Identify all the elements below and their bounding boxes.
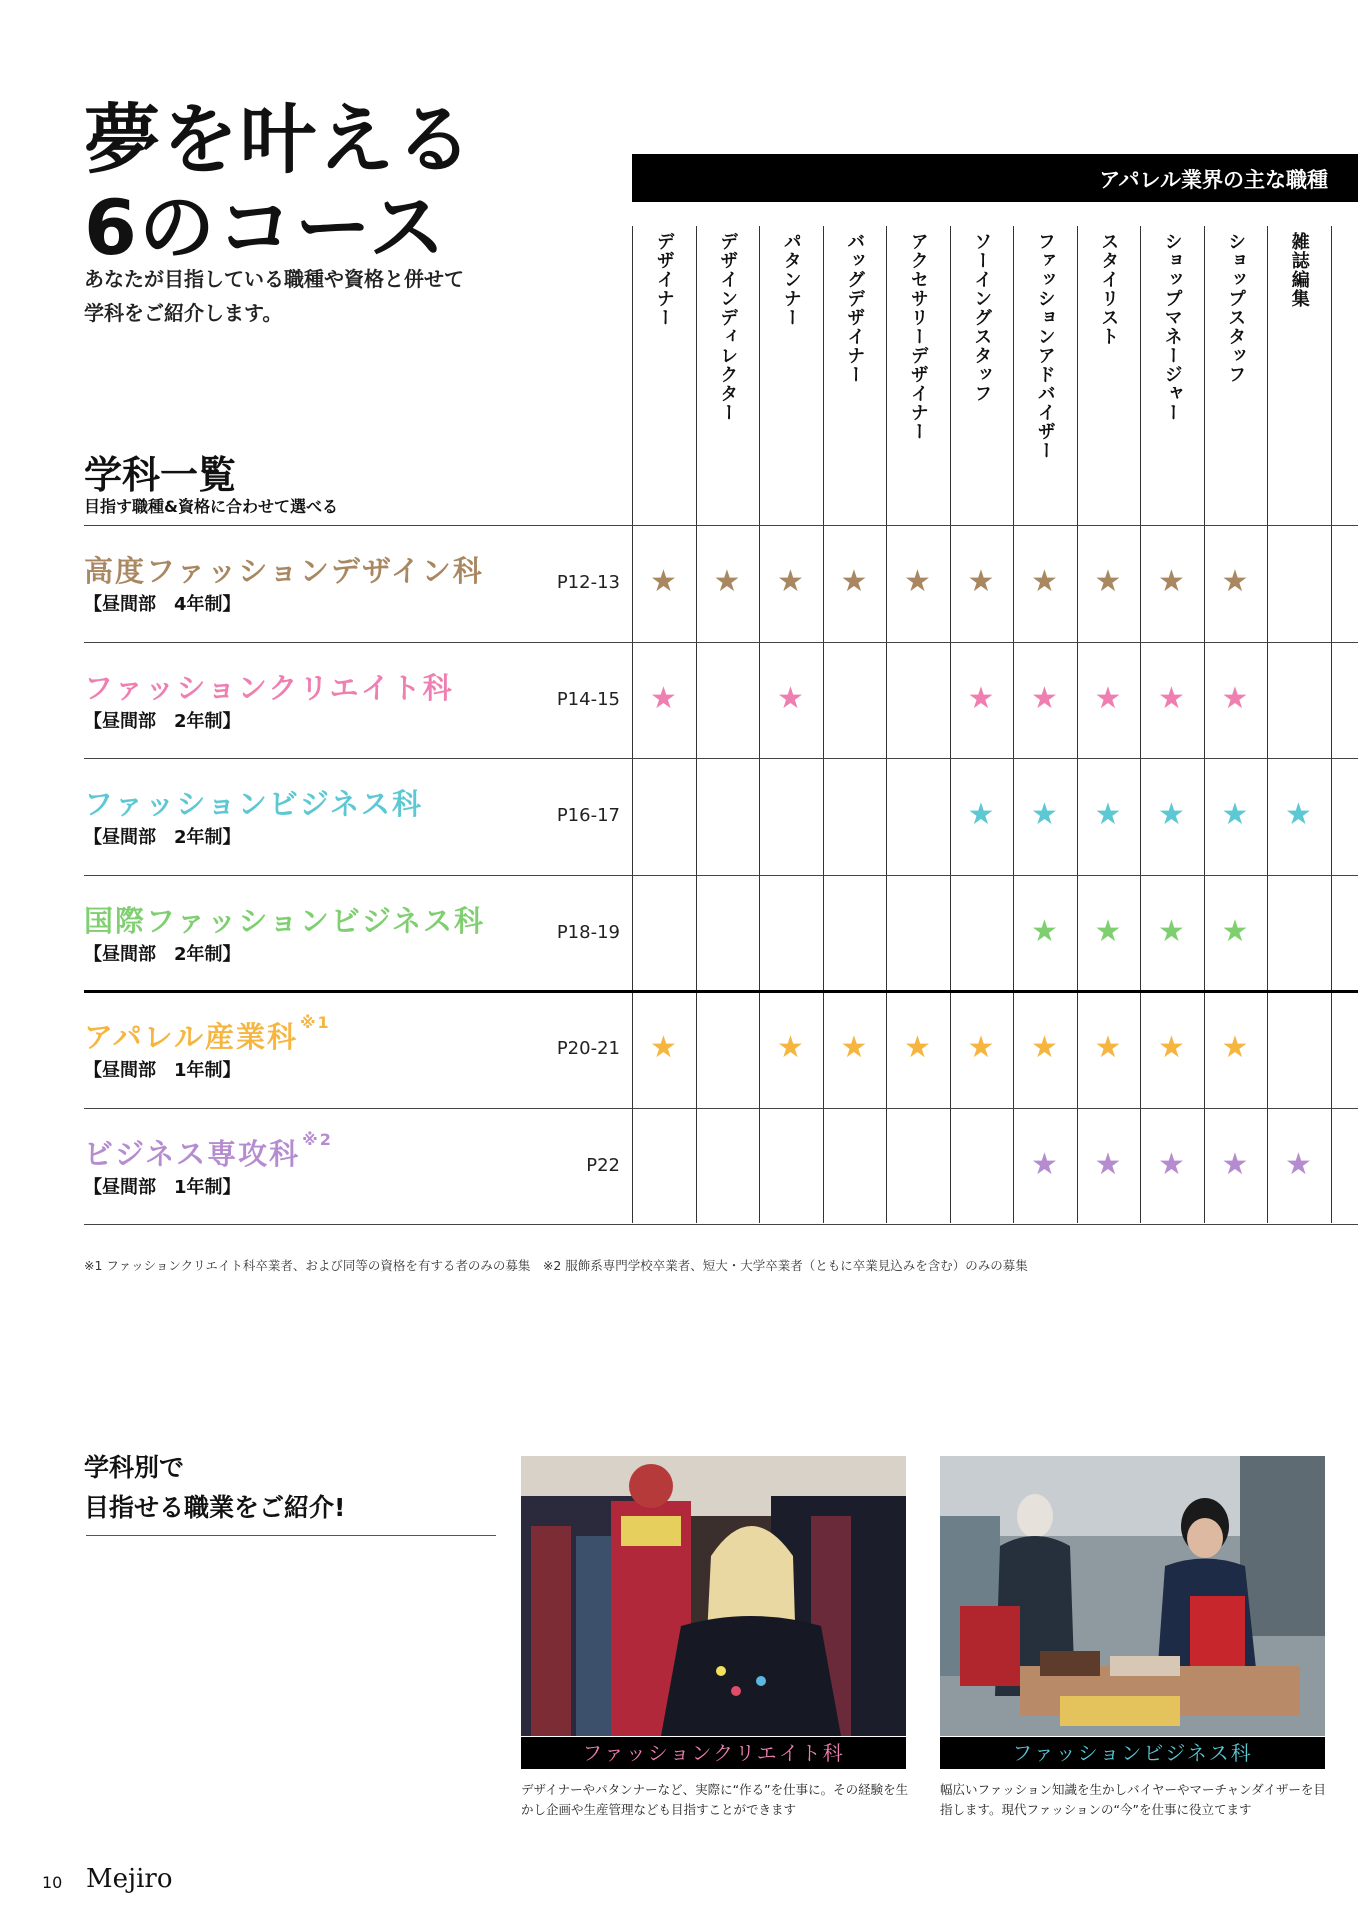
- photo-caption-text: ファッションクリエイト科: [582, 1741, 845, 1765]
- course-name-text: 国際ファッションビジネス科: [84, 903, 485, 938]
- course-schedule: 【昼間部 1年制】: [84, 1060, 241, 1081]
- job-column-header: デザインディレクター: [717, 232, 739, 422]
- course-name-text: ファッションクリエイト科: [84, 670, 454, 705]
- star-icon: ★: [1094, 1146, 1122, 1182]
- column-divider: [1267, 226, 1268, 1223]
- course-schedule: 【昼間部 2年制】: [84, 943, 241, 965]
- star-icon: ★: [713, 564, 741, 599]
- star-icon: ★: [1285, 1146, 1312, 1182]
- row-divider: [84, 1108, 1358, 1109]
- star-icon: ★: [650, 564, 677, 599]
- subtitle-line-1: あなたが目指している職種や資格と併せて: [84, 267, 464, 291]
- column-divider: [823, 226, 824, 1223]
- star-icon: ★: [777, 564, 804, 599]
- star-icon: ★: [1031, 1030, 1058, 1065]
- column-divider: [1140, 226, 1141, 1223]
- star-icon: ★: [1158, 1146, 1185, 1182]
- bottom-heading-line-1: 学科別で: [84, 1453, 185, 1482]
- jobs-header-label: アパレル業界の主な職種: [1099, 168, 1328, 192]
- column-divider: [886, 226, 887, 1223]
- row-divider: [84, 990, 1358, 993]
- star-icon: ★: [1031, 1146, 1058, 1182]
- star-icon: ★: [1094, 1030, 1122, 1065]
- photo-fashion-create-image: [521, 1456, 906, 1736]
- photo-fashion-business-image: [940, 1456, 1325, 1736]
- star-icon: ★: [1031, 680, 1058, 716]
- star-icon: ★: [1094, 680, 1122, 716]
- course-page-ref: P22: [586, 1154, 620, 1176]
- star-icon: ★: [1094, 913, 1122, 949]
- course-list-subtitle: 目指す職種&資格に合わせて選べる: [84, 497, 338, 516]
- course-name-text: ビジネス専攻科: [84, 1136, 301, 1171]
- title-line-2: 6のコース: [84, 183, 448, 272]
- photo-fashion-business: [940, 1456, 1325, 1736]
- star-icon: ★: [1221, 564, 1249, 599]
- star-icon: ★: [1031, 564, 1058, 599]
- course-schedule: 【昼間部 4年制】: [84, 594, 241, 615]
- star-icon: ★: [1221, 913, 1249, 949]
- column-divider: [1204, 226, 1205, 1223]
- job-column-header: ファッションアドバイザー: [1034, 232, 1056, 460]
- star-icon: ★: [1285, 797, 1312, 832]
- star-icon: ★: [840, 1030, 868, 1065]
- star-icon: ★: [1221, 680, 1249, 716]
- course-note-mark: ※1: [299, 1013, 331, 1032]
- title-line-1: 夢を叶える: [84, 95, 474, 184]
- photo-caption-fashion-create: [521, 1737, 906, 1769]
- row-divider: [84, 1224, 1358, 1225]
- course-name-text: アパレル産業科: [84, 1020, 298, 1054]
- star-icon: ★: [904, 564, 931, 599]
- page-number: 10: [42, 1873, 63, 1892]
- column-divider: [1013, 226, 1014, 1223]
- course-list-title: 学科一覧: [84, 453, 237, 497]
- star-icon: ★: [1158, 680, 1185, 716]
- course-page-ref: P12-13: [556, 572, 620, 593]
- footnote: ※1 ファッションクリエイト科卒業者、および同等の資格を有する者のみの募集 ※2 服飾系専門学校卒業者、短大・大学卒業者（ともに卒業見込みを含む）のみの募集: [84, 1258, 1028, 1273]
- course-schedule: 【昼間部 2年制】: [84, 710, 241, 732]
- column-divider: [950, 226, 951, 1223]
- column-divider: [632, 226, 633, 1223]
- row-divider: [84, 758, 1358, 759]
- star-icon: ★: [1158, 1030, 1185, 1065]
- page-title: [84, 96, 474, 272]
- column-divider: [1077, 226, 1078, 1223]
- course-page-ref: P14-15: [556, 688, 620, 710]
- course-page-ref: P16-17: [556, 805, 620, 826]
- row-divider: [84, 875, 1358, 876]
- column-divider: [1331, 226, 1332, 1223]
- course-name-text: 高度ファッションデザイン科: [84, 554, 484, 588]
- course-schedule: 【昼間部 1年制】: [84, 1176, 241, 1198]
- star-icon: ★: [650, 1030, 677, 1065]
- course-name: [84, 549, 484, 590]
- course-name: [84, 666, 454, 707]
- row-divider: [84, 642, 1358, 643]
- star-icon: ★: [1221, 797, 1249, 832]
- star-icon: ★: [1158, 913, 1185, 949]
- star-icon: ★: [1158, 564, 1185, 599]
- jobs-header-bar: [632, 154, 1358, 202]
- course-name-text: ファッションビジネス科: [84, 787, 423, 821]
- job-column-header: ソーイングスタッフ: [971, 232, 993, 403]
- star-icon: ★: [967, 680, 995, 716]
- star-icon: ★: [1031, 913, 1058, 949]
- job-column-header: アクセサリーデザイナー: [907, 232, 929, 441]
- star-icon: ★: [967, 797, 995, 832]
- bottom-heading-line-2: 目指せる職業をご紹介!: [84, 1493, 346, 1522]
- job-column-header: ショップマネージャー: [1161, 232, 1183, 422]
- job-column-header: 雑誌編集: [1288, 232, 1310, 308]
- bottom-heading: [84, 1448, 345, 1528]
- star-icon: ★: [1158, 797, 1185, 832]
- subtitle-line-2: 学科をご紹介します。: [84, 301, 283, 325]
- course-page-ref: P20-21: [556, 1038, 620, 1059]
- star-icon: ★: [777, 1030, 804, 1065]
- star-icon: ★: [777, 680, 804, 716]
- star-icon: ★: [650, 680, 677, 716]
- photo-caption-fashion-business: [940, 1737, 1325, 1769]
- row-divider: [84, 525, 1358, 526]
- brand-logo: Mejiro: [86, 1864, 173, 1894]
- star-icon: ★: [1094, 797, 1122, 832]
- job-column-header: パタンナー: [780, 232, 802, 327]
- star-icon: ★: [1221, 1146, 1249, 1182]
- star-icon: ★: [1094, 564, 1122, 599]
- course-name: [84, 899, 485, 940]
- course-name: [84, 1015, 331, 1056]
- course-name: [84, 782, 423, 823]
- photo-desc-fashion-business: 幅広いファッション知識を生かしバイヤーやマーチャンダイザーを目指します。現代ファッションの“今”を仕事に役立てます: [940, 1782, 1326, 1817]
- star-icon: ★: [904, 1030, 931, 1065]
- star-icon: ★: [967, 1030, 995, 1065]
- course-note-mark: ※2: [302, 1129, 333, 1149]
- star-icon: ★: [1221, 1030, 1249, 1065]
- star-icon: ★: [967, 564, 995, 599]
- job-column-header: ショップスタッフ: [1225, 232, 1247, 384]
- job-column-header: スタイリスト: [1098, 232, 1120, 346]
- column-divider: [696, 226, 697, 1223]
- course-name: [84, 1129, 333, 1173]
- star-icon: ★: [840, 564, 868, 599]
- divider: [86, 1535, 496, 1536]
- photo-caption-text: ファッションビジネス科: [1012, 1741, 1253, 1765]
- page-subtitle: [84, 262, 464, 330]
- photo-desc-fashion-create: デザイナーやパタンナーなど、実際に“作る”を仕事に。その経験を生かし企画や生産管理なども目指すことができます: [521, 1782, 909, 1817]
- job-column-header: バッグデザイナー: [844, 232, 866, 384]
- star-icon: ★: [1031, 797, 1058, 832]
- course-schedule: 【昼間部 2年制】: [84, 827, 241, 848]
- column-divider: [759, 226, 760, 1223]
- job-column-header: デザイナー: [653, 232, 675, 327]
- photo-fashion-create: [521, 1456, 906, 1736]
- course-page-ref: P18-19: [556, 921, 620, 943]
